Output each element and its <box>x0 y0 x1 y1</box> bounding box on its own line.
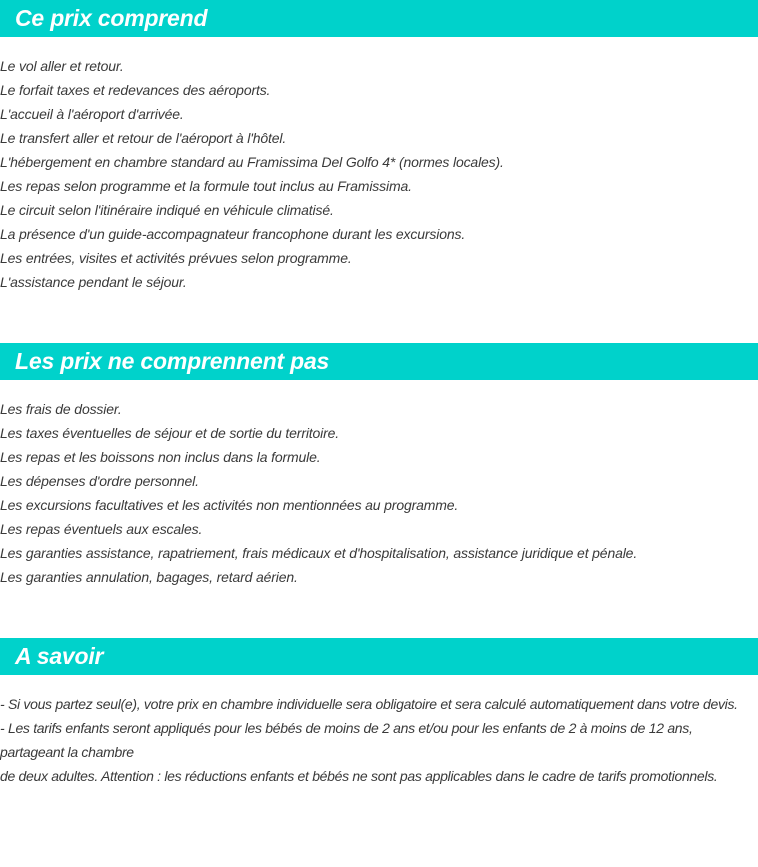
info-paragraph: - Les tarifs enfants seront appliqués pour les bébés de moins de 2 ans et/ou pour les enfants de 2 à moins de 12 ans, partageant la chambre <box>0 720 693 760</box>
section-good-to-know <box>0 638 758 788</box>
list-item: La présence d'un guide-accompagnateur francophone durant les excursions. <box>0 226 466 242</box>
section-title-good-to-know: A savoir <box>0 638 758 675</box>
list-item: Les repas et les boissons non inclus dans la formule. <box>0 449 321 465</box>
list-item: Les frais de dossier. <box>0 401 122 417</box>
list-item: Le transfert aller et retour de l'aéroport à l'hôtel. <box>0 130 287 146</box>
list-item: Les entrées, visites et activités prévues selon programme. <box>0 250 352 266</box>
not-included-list <box>0 380 758 589</box>
list-item: Les garanties annulation, bagages, retard aérien. <box>0 569 298 585</box>
section-not-included <box>0 343 758 589</box>
list-item: Le vol aller et retour. <box>0 58 124 74</box>
section-included <box>0 0 758 294</box>
list-item: L'accueil à l'aéroport d'arrivée. <box>0 106 184 122</box>
list-item: Les excursions facultatives et les activités non mentionnées au programme. <box>0 497 459 513</box>
list-item: Les repas selon programme et la formule tout inclus au Framissima. <box>0 178 412 194</box>
list-item: Le circuit selon l'itinéraire indiqué en véhicule climatisé. <box>0 202 334 218</box>
list-item: Les dépenses d'ordre personnel. <box>0 473 199 489</box>
section-title-included: Ce prix comprend <box>0 0 758 37</box>
good-to-know-text <box>0 675 758 788</box>
list-item: L'hébergement en chambre standard au Framissima Del Golfo 4* (normes locales). <box>0 154 504 170</box>
list-item: L'assistance pendant le séjour. <box>0 274 187 290</box>
list-item: Le forfait taxes et redevances des aéroports. <box>0 82 271 98</box>
included-list <box>0 37 758 294</box>
list-item: Les taxes éventuelles de séjour et de sortie du territoire. <box>0 425 340 441</box>
list-item: Les repas éventuels aux escales. <box>0 521 203 537</box>
list-item: Les garanties assistance, rapatriement, frais médicaux et d'hospitalisation, assistance juridique et pénale. <box>0 545 638 561</box>
section-title-not-included: Les prix ne comprennent pas <box>0 343 758 380</box>
info-paragraph: - Si vous partez seul(e), votre prix en chambre individuelle sera obligatoire et sera calculé automatiquement dans votre devis. <box>0 696 738 712</box>
info-paragraph: de deux adultes. Attention : les réductions enfants et bébés ne sont pas applicables dans le cadre de tarifs promotionnels. <box>0 768 718 784</box>
